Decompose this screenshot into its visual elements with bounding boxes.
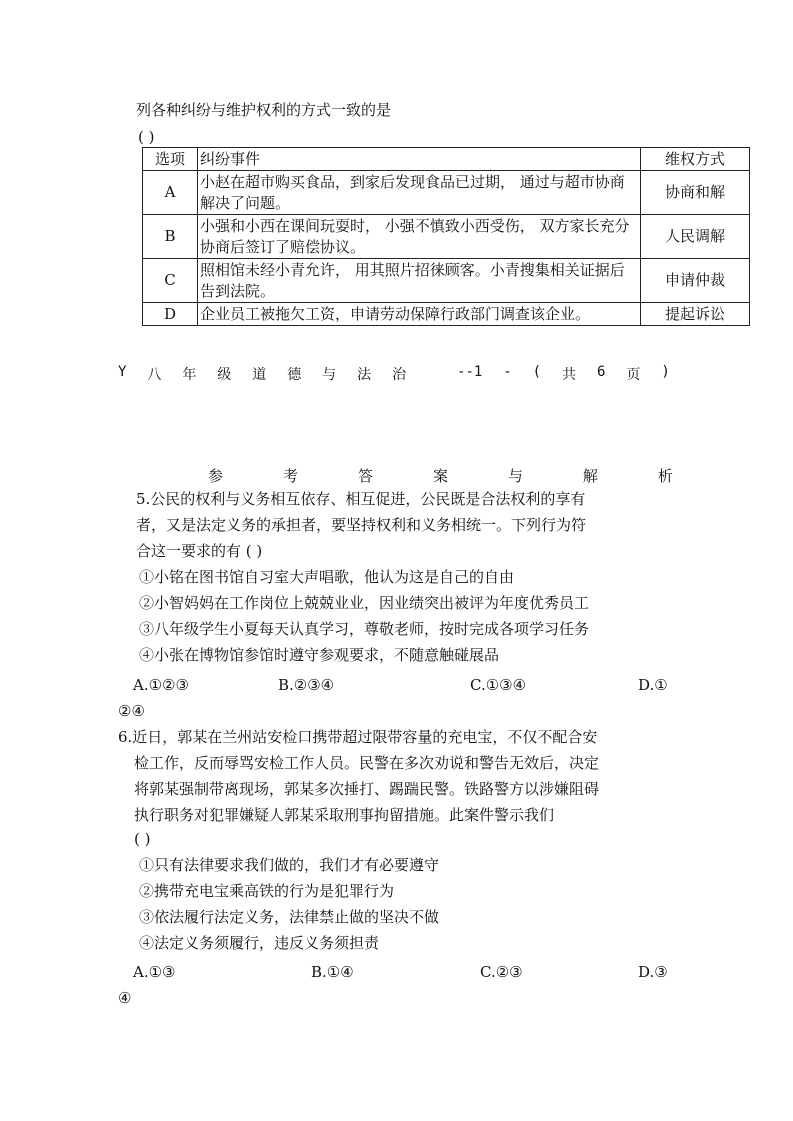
q6-item: ③依法履行法定义务，法律禁止做的坚决不做 xyxy=(139,908,440,926)
header-char: 答 xyxy=(357,467,373,485)
q6-item: ④法定义务须履行，违反义务须担责 xyxy=(139,934,380,952)
row-method: 协商和解 xyxy=(641,171,750,215)
q6-option-d-wrap: ④ xyxy=(118,989,132,1007)
q5-option-c: C.①③④ xyxy=(470,676,527,694)
q5-item: ②小智妈妈在工作岗位上兢兢业业，因业绩突出被评为年度优秀员工 xyxy=(139,594,590,612)
header-char: 与 xyxy=(507,467,523,485)
table-header-row xyxy=(143,148,750,171)
footer-char: 德 xyxy=(287,367,302,383)
header-char: 解 xyxy=(582,467,598,485)
header-event: 纠纷事件 xyxy=(198,148,641,171)
q5-item: ③八年级学生小夏每天认真学习，尊敬老师，按时完成各项学习任务 xyxy=(139,620,590,638)
footer-char: 共 xyxy=(562,367,577,383)
row-method: 申请仲裁 xyxy=(641,259,750,303)
row-event: 小赵在超市购买食品，到家后发现食品已过期， 通过与超市协商解决了问题。 xyxy=(198,171,641,215)
row-option: D xyxy=(143,303,198,326)
q6-item: ②携带充电宝乘高铁的行为是犯罪行为 xyxy=(139,882,395,900)
row-option: B xyxy=(143,215,198,259)
header-char: 案 xyxy=(432,467,448,485)
row-option: A xyxy=(143,171,198,215)
header-char: 考 xyxy=(282,467,298,485)
q4-stem: 列各种纠纷与维护权利的方式一致的是 xyxy=(136,101,392,119)
row-event: 企业员工被拖欠工资，申请劳动保障行政部门调查该企业。 xyxy=(198,303,641,326)
q5-item: ①小铭在图书馆自习室大声唱歌，他认为这是自己的自由 xyxy=(139,568,515,586)
footer-char: 法 xyxy=(357,367,372,383)
footer-char: - xyxy=(503,364,512,380)
footer-char: 页 xyxy=(626,367,641,383)
q6-line: 6.近日，郭某在兰州站安检口携带超过限带容量的充电宝，不仅不配合安 xyxy=(118,728,598,746)
q5-option-a: A.①②③ xyxy=(133,676,189,694)
footer-char: 6 xyxy=(597,364,606,380)
q6-line: 将郭某强制带离现场，郭某多次捶打、踢踹民警。铁路警方以涉嫌阻碍 xyxy=(134,780,600,798)
q5-line: 5.公民的权利与义务相互依存、相互促进，公民既是合法权利的享有 xyxy=(136,490,586,508)
q5-line: 合这一要求的有 ( ) xyxy=(136,542,263,560)
footer-char: 年 xyxy=(182,367,197,383)
q5-item: ④小张在博物馆参馆时遵守参观要求，不随意触碰展品 xyxy=(139,646,500,664)
footer-char: ) xyxy=(661,364,670,380)
footer-char: Y xyxy=(118,364,127,380)
row-option: C xyxy=(143,259,198,303)
q6-option-b: B.①④ xyxy=(311,963,354,981)
q4-table xyxy=(142,147,750,326)
footer-char: --1 xyxy=(457,364,483,380)
row-event: 小强和小西在课间玩耍时， 小强不慎致小西受伤， 双方家长充分协商后签订了赔偿协议。 xyxy=(198,215,641,259)
q6-option-a: A.①③ xyxy=(133,963,176,981)
q6-item: ①只有法律要求我们做的，我们才有必要遵守 xyxy=(139,856,440,874)
answer-header xyxy=(208,465,673,486)
q6-line: 执行职务对犯罪嫌疑人郭某采取刑事拘留措施。此案件警示我们 xyxy=(134,806,555,824)
footer-char: 与 xyxy=(322,367,337,383)
row-method: 人民调解 xyxy=(641,215,750,259)
q6-option-c: C.②③ xyxy=(480,963,523,981)
header-option: 选项 xyxy=(143,148,198,171)
q4-answer-paren: ( ) xyxy=(138,128,155,146)
header-char: 析 xyxy=(657,467,673,485)
footer-char: 治 xyxy=(392,367,407,383)
q5-option-b: B.②③④ xyxy=(278,676,335,694)
footer-char: 道 xyxy=(252,367,267,383)
table-row xyxy=(143,171,750,215)
table-row xyxy=(143,303,750,326)
row-event: 照相馆未经小青允许， 用其照片招徕顾客。小青搜集相关证据后告到法院。 xyxy=(198,259,641,303)
header-method: 维权方式 xyxy=(641,148,750,171)
q6-answer-paren: ( ) xyxy=(134,830,151,848)
footer-char: ( xyxy=(532,364,542,380)
q5-line: 者，又是法定义务的承担者，要坚持权利和义务相统一。下列行为符 xyxy=(136,516,587,534)
q6-line: 检工作，反而辱骂安检工作人员。民警在多次劝说和警告无效后，决定 xyxy=(134,754,600,772)
q5-option-d: D.① xyxy=(638,676,668,694)
q5-option-d-wrap: ②④ xyxy=(118,702,145,720)
header-char: 参 xyxy=(208,467,224,485)
page-footer xyxy=(118,364,670,384)
footer-char: 级 xyxy=(217,367,232,383)
q6-option-d: D.③ xyxy=(638,963,668,981)
row-method: 提起诉讼 xyxy=(641,303,750,326)
footer-char: 八 xyxy=(147,367,162,383)
table-row xyxy=(143,259,750,303)
table-row xyxy=(143,215,750,259)
